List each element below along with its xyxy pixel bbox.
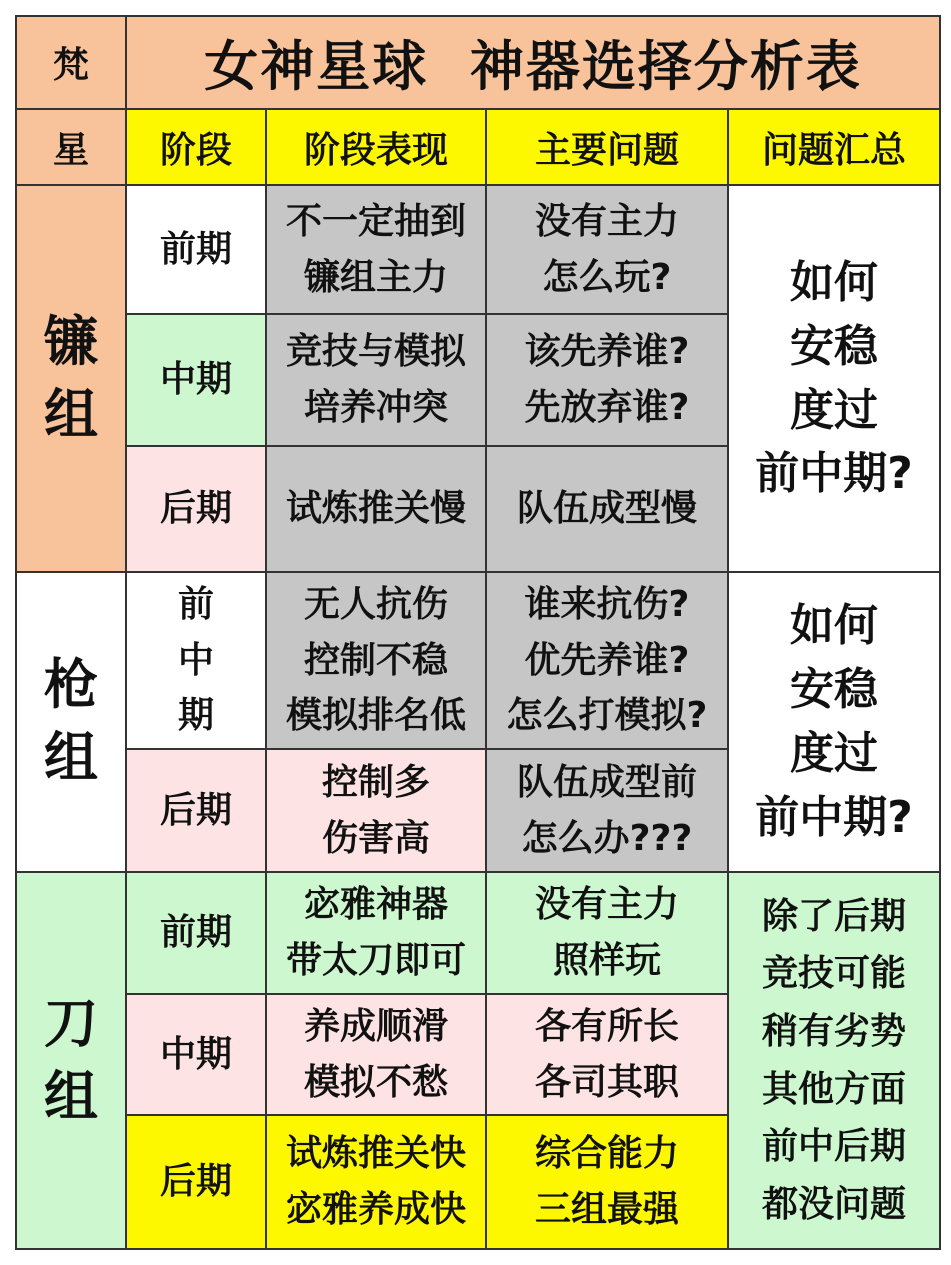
group-lian-cell — [16, 185, 126, 572]
performance-cell — [266, 185, 486, 314]
stage-cell — [126, 572, 266, 749]
problems-text: 队伍成型慢 — [516, 488, 697, 530]
header-stage-cell — [126, 109, 266, 185]
header-summary: 问题汇总 — [762, 129, 907, 171]
corner-top-label: 梵 — [52, 45, 89, 86]
corner-bottom-cell — [16, 109, 126, 185]
problems-text: 谁来抗伤? 优先养谁? 怎么打模拟? — [506, 583, 708, 737]
problems-cell — [486, 572, 728, 749]
performance-cell — [266, 572, 486, 749]
problems-cell — [486, 1115, 728, 1249]
performance-text: 无人抗伤 控制不稳 模拟排名低 — [285, 583, 466, 737]
problems-cell — [486, 994, 728, 1115]
performance-text: 养成顺滑 模拟不愁 — [303, 1005, 448, 1103]
corner-top-cell — [16, 16, 126, 109]
stage-cell — [126, 1115, 266, 1249]
performance-cell — [266, 1115, 486, 1249]
stage-cell — [126, 994, 266, 1115]
performance-cell — [266, 994, 486, 1115]
problems-cell — [486, 749, 728, 872]
group-qiang-name: 枪 组 — [44, 653, 98, 789]
summary-qiang-text: 如何 安稳 度过 前中期? — [755, 600, 913, 843]
performance-cell — [266, 314, 486, 446]
performance-cell — [266, 446, 486, 572]
stage-cell — [126, 446, 266, 572]
stage-cell — [126, 749, 266, 872]
summary-dao-cell — [728, 872, 940, 1249]
stage-label: 后期 — [159, 789, 232, 831]
performance-text: 控制多 伤害高 — [321, 761, 430, 859]
group-dao-cell — [16, 872, 126, 1249]
problems-cell — [486, 185, 728, 314]
corner-bottom-label: 星 — [52, 129, 89, 171]
problems-text: 该先养谁? 先放弃谁? — [524, 331, 690, 428]
problems-text: 综合能力 三组最强 — [534, 1133, 679, 1230]
header-problems: 主要问题 — [534, 129, 679, 171]
stage-label: 前 中 期 — [177, 583, 214, 737]
problems-cell — [486, 872, 728, 994]
problems-cell — [486, 446, 728, 572]
problems-text: 没有主力 照样玩 — [534, 884, 679, 981]
stage-cell — [126, 314, 266, 446]
header-performance-cell — [266, 109, 486, 185]
group-dao-name: 刀 组 — [44, 991, 98, 1128]
performance-text: 宓雅神器 带太刀即可 — [285, 884, 466, 981]
problems-text: 没有主力 怎么玩? — [534, 200, 679, 298]
summary-lian-text: 如何 安稳 度过 前中期? — [755, 256, 913, 500]
title-cell — [126, 16, 940, 109]
performance-text: 竞技与模拟 培养冲突 — [285, 331, 466, 428]
summary-dao-text: 除了后期 竞技可能 稍有劣势 其他方面 前中后期 都没问题 — [762, 895, 907, 1225]
problems-text: 各有所长 各司其职 — [534, 1005, 679, 1103]
performance-cell — [266, 872, 486, 994]
summary-lian-cell — [728, 185, 940, 572]
stage-label: 后期 — [159, 1161, 232, 1203]
header-problems-cell — [486, 109, 728, 185]
stage-label: 中期 — [159, 1033, 232, 1075]
performance-text: 试炼推关慢 — [285, 488, 466, 530]
group-lian-name: 镰 组 — [44, 309, 98, 446]
performance-text: 不一定抽到 镰组主力 — [285, 200, 466, 298]
stage-label: 前期 — [159, 912, 232, 954]
stage-cell — [126, 872, 266, 994]
performance-text: 试炼推关快 宓雅养成快 — [285, 1133, 466, 1230]
performance-cell — [266, 749, 486, 872]
header-performance: 阶段表现 — [303, 129, 448, 171]
problems-cell — [486, 314, 728, 446]
header-summary-cell — [728, 109, 940, 185]
analysis-table — [15, 15, 941, 1250]
stage-cell — [126, 185, 266, 314]
problems-text: 队伍成型前 怎么办??? — [516, 761, 697, 859]
header-stage: 阶段 — [159, 129, 232, 171]
stage-label: 中期 — [159, 359, 232, 401]
stage-label: 前期 — [159, 228, 232, 270]
group-qiang-cell — [16, 572, 126, 872]
page-title: 女神星球 神器选择分析表 — [204, 35, 862, 98]
stage-label: 后期 — [159, 488, 232, 530]
summary-qiang-cell — [728, 572, 940, 872]
